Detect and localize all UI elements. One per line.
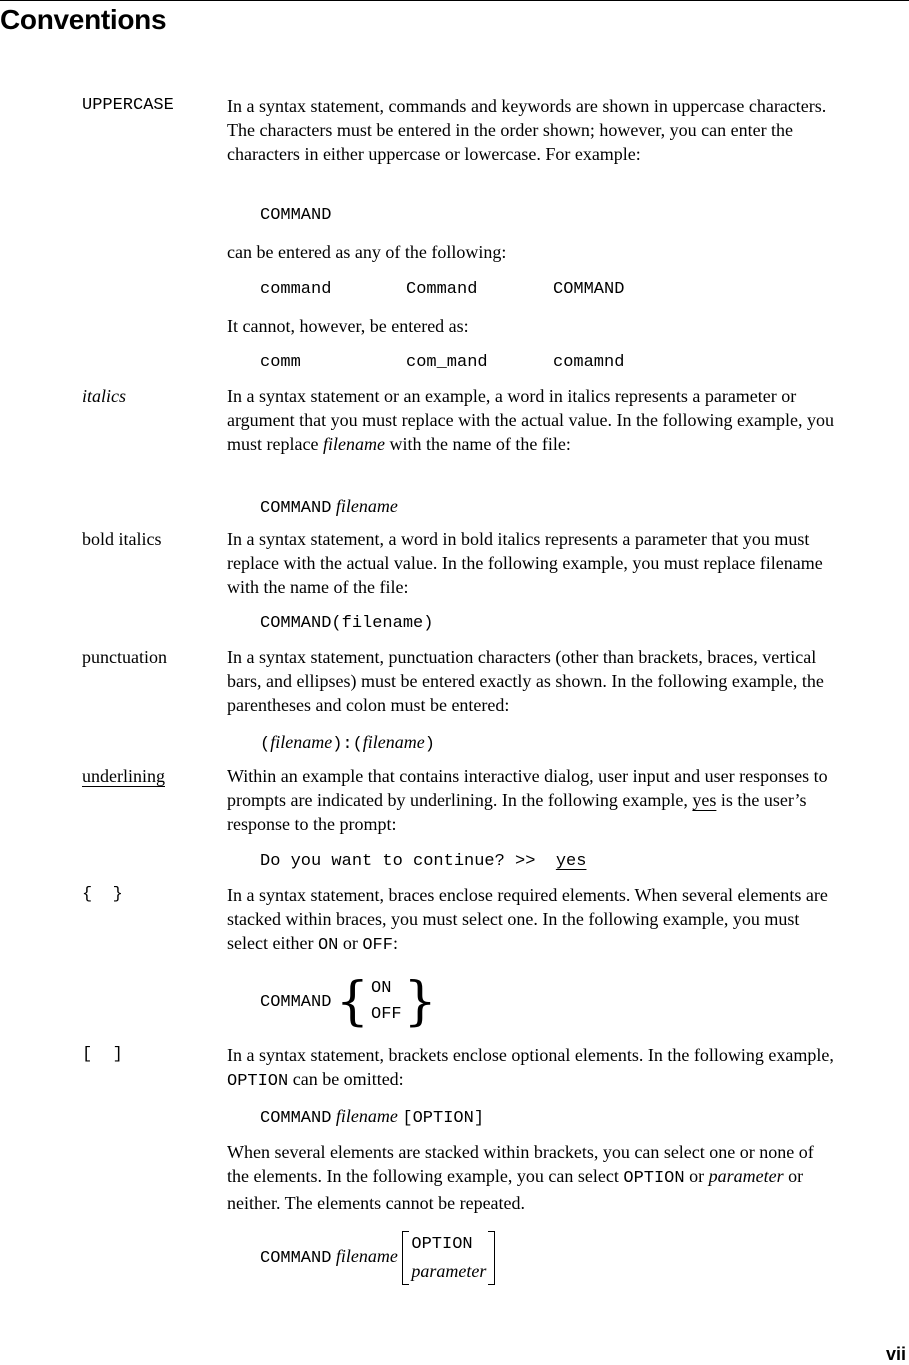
brackets-stacked-description: When several elements are stacked within brackets, you can select one or none of the elements. In the following example, you can select OPTION or parameter or neither. The elements cannot be repeated. <box>227 1142 814 1213</box>
rejected-form: comamnd <box>553 353 625 372</box>
top-rule <box>0 0 909 1</box>
brackets-example-1: COMMAND filename [OPTION] <box>260 1106 485 1128</box>
uppercase-description: In a syntax statement, commands and keywords are shown in uppercase characters. The characters must be entered in the order shown; however, you can enter the characters in either uppercase or lowercase. For example: <box>227 96 827 164</box>
term-punctuation: punctuation <box>82 647 167 667</box>
page-title: Conventions <box>0 4 167 35</box>
underlining-description: Within an example that contains interactive dialog, user input and user responses to prompts are indicated by underlining. In the following example, yes is the user’s response to the prompt: <box>227 766 828 834</box>
rejected-forms <box>260 351 624 375</box>
accepted-form: COMMAND <box>553 280 625 299</box>
page-number: vii <box>885 1344 906 1364</box>
brace-option: OFF <box>371 1004 402 1024</box>
brace-option: ON <box>371 978 392 998</box>
braces-description: In a syntax statement, braces enclose required elements. When several elements are stacked within braces, you must select one. In the following example, you must select either ON or OFF: <box>227 885 828 955</box>
bold-italics-description: In a syntax statement, a word in bold italics represents a parameter that you must replace with the actual value. In the following example, you must replace filename with the name of the file: <box>227 529 823 597</box>
term-underlining: underlining <box>82 766 165 786</box>
term-brackets: [ ] <box>82 1045 123 1064</box>
braces-example: COMMAND { ON OFF } <box>260 971 437 1032</box>
right-bracket-shape <box>488 1231 495 1285</box>
bracket-option: parameter <box>411 1260 487 1281</box>
right-brace-glyph: } <box>403 971 437 1032</box>
term-italics: italics <box>82 386 126 406</box>
user-response: yes <box>555 852 587 871</box>
uppercase-rejected-intro: It cannot, however, be entered as: <box>227 316 469 336</box>
term-braces: { } <box>82 885 123 904</box>
uppercase-accepted-intro: can be entered as any of the following: <box>227 242 507 262</box>
bracket-option: OPTION <box>411 1234 473 1254</box>
accepted-form: Command <box>406 280 478 299</box>
italics-example: COMMAND filename <box>260 496 398 518</box>
brackets-description: In a syntax statement, brackets enclose optional elements. In the following example, OPTION can be omitted: <box>227 1045 834 1091</box>
punctuation-description: In a syntax statement, punctuation characters (other than brackets, braces, vertical bars, and ellipses) must be entered exactly as shown. In the following example, the parentheses and colon must be entered: <box>227 647 824 715</box>
rejected-form: com_mand <box>406 353 488 372</box>
prompt-text: Do you want to continue? >> <box>260 852 536 871</box>
accepted-form: command <box>260 280 332 299</box>
underlining-example <box>260 850 586 874</box>
left-bracket-shape <box>402 1231 409 1285</box>
accepted-forms <box>260 278 624 302</box>
punctuation-example: (filename):(filename) <box>260 732 435 754</box>
bold-italics-example: COMMAND(filename) <box>260 614 434 633</box>
term-bold-italics: bold italics <box>82 529 162 549</box>
term-uppercase: UPPERCASE <box>82 96 174 115</box>
uppercase-example: COMMAND <box>260 206 332 225</box>
left-brace-glyph: { <box>335 971 370 1032</box>
italics-description: In a syntax statement or an example, a word in italics represents a parameter or argument that you must replace with the actual value. In the following example, you must replace filename with the name of the file: <box>227 386 834 454</box>
rejected-form: comm <box>260 353 301 372</box>
brackets-example-2: COMMAND filename OPTION parameter <box>260 1226 495 1289</box>
